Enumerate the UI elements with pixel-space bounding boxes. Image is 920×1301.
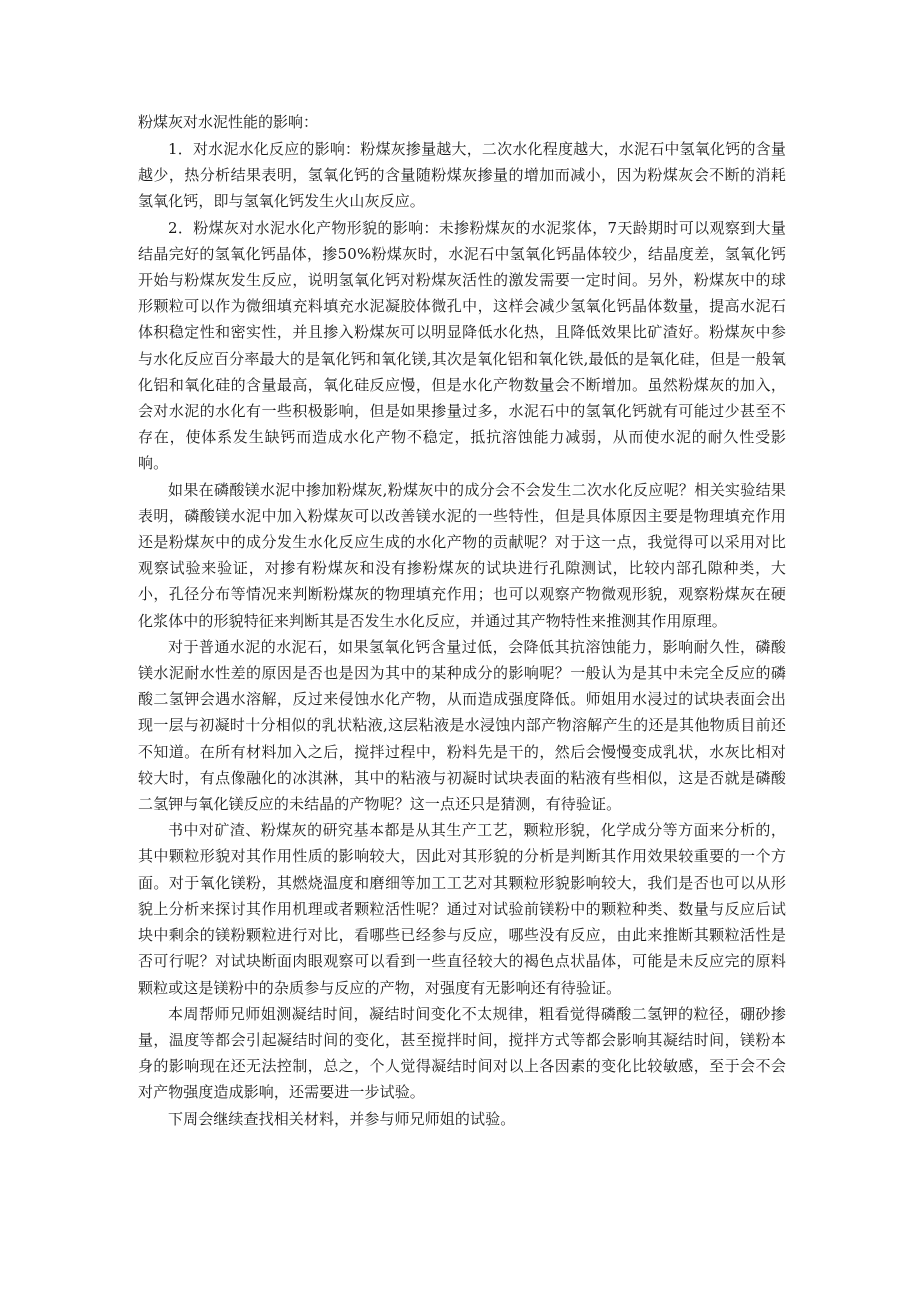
- paragraph-morphology-effect: 2．粉煤灰对水泥水化产物形貌的影响：未掺粉煤灰的水泥浆体，7天龄期时可以观察到大量结晶完好的氢氧化钙晶体，掺50%粉煤灰时，水泥石中氢氧化钙晶体较少，结晶度差，氢氧化钙开始与粉煤灰发生反应，说明氢氧化钙对粉煤灰活性的激发需要一定时间。另外，粉煤灰中的球形颗粒可以作为微细填充料填充水泥凝胶体微孔中，这样会减少氢氧化钙晶体数量，提高水泥石体积稳定性和密实性，并且掺入粉煤灰可以明显降低水化热，且降低效果比矿渣好。粉煤灰中参与水化反应百分率最大的是氧化钙和氧化镁,其次是氧化铝和氧化铁,最低的是氧化硅，但是一般氧化铝和氧化硅的含量最高，氧化硅反应慢，但是水化产物数量会不断增加。虽然粉煤灰的加入，会对水泥的水化有一些积极影响，但是如果掺量过多，水泥石中的氢氧化钙就有可能过少甚至不存在，使体系发生缺钙而造成水化产物不稳定，抵抗溶蚀能力减弱，从而使水泥的耐久性受影响。: [138, 218, 786, 473]
- paragraph-next-week: 下周会继续查找相关材料，并参与师兄师姐的试验。: [168, 1109, 516, 1128]
- paragraph-magnesium-phosphate-question: 如果在磷酸镁水泥中掺加粉煤灰,粉煤灰中的成分会不会发生二次水化反应呢？相关实验结果表明，磷酸镁水泥中加入粉煤灰可以改善镁水泥的一些特性，但是具体原因主要是物理填充作用还是粉煤灰中的成分发生水化反应生成的水化产物的贡献呢？对于这一点，我觉得可以采用对比观察试验来验证，对掺有粉煤灰和没有掺粉煤灰的试块进行孔隙测试，比较内部孔隙种类，大小，孔径分布等情况来判断粉煤灰的物理填充作用；也可以观察产物微观形貌，观察粉煤灰在硬化浆体中的形貌特征来判断其是否发生水化反应，并通过其产物特性来推测其作用原理。: [138, 480, 786, 630]
- paragraph-particle-morphology: 书中对矿渣、粉煤灰的研究基本都是从其生产工艺，颗粒形貌，化学成分等方面来分析的，其中颗粒形貌对其作用性质的影响较大，因此对其形貌的分析是判断其作用效果较重要的一个方面。对于氧化镁粉，其燃烧温度和磨细等加工工艺对其颗粒形貌影响较大，我们是否也可以从形貌上分析来探讨其作用机理或者颗粒活性呢？通过对试验前镁粉中的颗粒种类、数量与反应后试块中剩余的镁粉颗粒进行对比，看哪些已经参与反应，哪些没有反应，由此来推断其颗粒活性是否可行呢？对试块断面肉眼观察可以看到一些直径较大的褐色点状晶体，可能是未反应完的原料颗粒或这是镁粉中的杂质参与反应的产物，对强度有无影响还有待验证。: [138, 821, 786, 997]
- paragraph-water-resistance: 对于普通水泥的水泥石，如果氢氧化钙含量过低，会降低其抗溶蚀能力，影响耐久性，磷酸镁水泥耐水性差的原因是否也是因为其中的某种成分的影响呢？一般认为是其中未完全反应的磷酸二氢钾会遇水溶解，反过来侵蚀水化产物，从而造成强度降低。师姐用水浸过的试块表面会出现一层与初凝时十分相似的乳状粘液,这层粘液是水浸蚀内部产物溶解产生的还是其他物质目前还不知道。在所有材料加入之后，搅拌过程中，粉料先是干的，然后会慢慢变成乳状，水灰比相对较大时，有点像融化的冰淇淋，其中的粘液与初凝时试块表面的粘液有些相似，这是否就是磷酸二氢钾与氧化镁反应的未结晶的产物呢？这一点还只是猜测，有待验证。: [138, 637, 786, 814]
- document-page: [138, 108, 786, 1132]
- paragraph-hydration-effect: 1．对水泥水化反应的影响：粉煤灰掺量越大，二次水化程度越大，水泥石中氢氧化钙的含量越少，热分析结果表明，氢氧化钙的含量随粉煤灰掺量的增加而减小，因为粉煤灰会不断的消耗氢氧化钙，即与氢氧化钙发生火山灰反应。: [138, 140, 786, 211]
- paragraph-setting-time: 本周帮师兄师姐测凝结时间，凝结时间变化不太规律，粗看觉得磷酸二氢钾的粒径，硼砂掺量，温度等都会引起凝结时间的变化，甚至搅拌时间，搅拌方式等都会影响其凝结时间，镁粉本身的影响现在还无法控制，总之，个人觉得凝结时间对以上各因素的变化比较敏感，至于会不会对产物强度造成影响，还需要进一步试验。: [138, 1004, 786, 1102]
- document-title: 粉煤灰对水泥性能的影响：: [138, 113, 319, 131]
